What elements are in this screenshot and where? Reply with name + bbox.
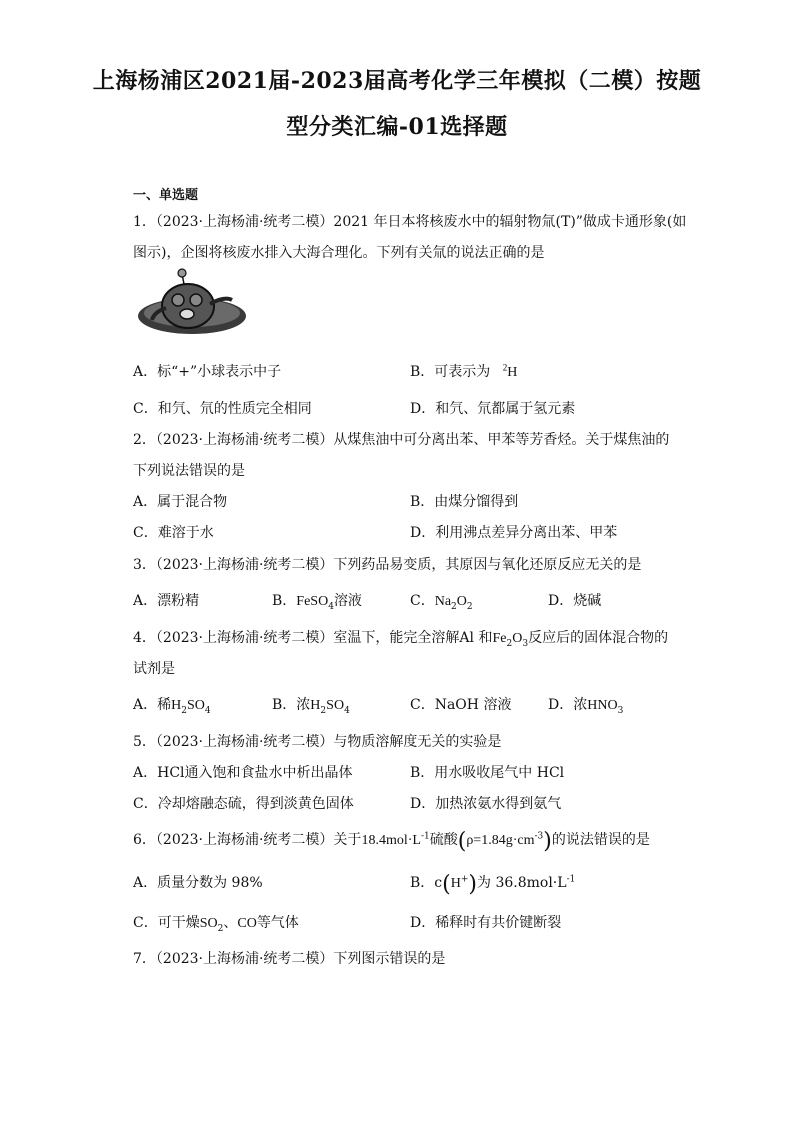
- q2-option-a: A．属于混合物: [133, 494, 228, 510]
- q2-option-c: C．难溶于水: [133, 525, 214, 541]
- q6-option-d: D．稀释时有共价键断裂: [410, 915, 562, 931]
- q1-stem-line2: 图示)，企图将核废水排入大海合理化。下列有关氚的说法正确的是: [133, 245, 545, 261]
- q4-option-b: B．浓$H_2SO_4$: [272, 697, 350, 716]
- document-title-line2: 型分类汇编-01选择题: [286, 114, 508, 140]
- q2-option-b: B．由煤分馏得到: [410, 494, 519, 510]
- q1-stem-line1: 1．（2023·上海杨浦·统考二模）2021 年日本将核废水中的辐射物氚(T)”做成卡通形象(如: [133, 214, 687, 230]
- q6-stem-line1: 6．（2023·上海杨浦·统考二模）关于$18.4mol\cdot L^{-1}$硫酸$(\rho=1.84g\cdot cm^{-3})$的说法错误的是: [133, 829, 650, 854]
- section-heading: 一、单选题: [133, 188, 199, 203]
- q4-stem-line2: 试剂是: [133, 661, 175, 677]
- q3-option-b: B．FeSO$_4$溶液: [272, 593, 362, 612]
- q2-stem-line2: 下列说法错误的是: [133, 463, 245, 479]
- q4-stem-line1: 4．（2023·上海杨浦·统考二模）室温下，能完全溶解Al 和$Fe_2O_3$反应后的固体混合物的: [133, 630, 669, 649]
- q6-option-c: C．可干燥$SO_2$、CO等气体: [133, 915, 299, 934]
- q1-option-c: C．和氕、氘的性质完全相同: [133, 401, 312, 417]
- q6-option-a: A．质量分数为 98%: [133, 875, 263, 891]
- q5-option-d: D．加热浓氨水得到氨气: [410, 796, 562, 812]
- q5-option-b: B．用水吸收尾气中 HCl: [410, 765, 565, 781]
- q5-option-c: C．冷却熔融态硫，得到淡黄色固体: [133, 796, 354, 812]
- q2-stem-line1: 2．（2023·上海杨浦·统考二模）从煤焦油中可分离出苯、甲苯等芳香烃。关于煤焦油的: [133, 432, 670, 448]
- q4-option-d: D．浓$HNO_3$: [548, 697, 624, 716]
- q5-stem-line1: 5．（2023·上海杨浦·统考二模）与物质溶解度无关的实验是: [133, 734, 502, 750]
- q3-stem-line1: 3．（2023·上海杨浦·统考二模）下列药品易变质，其原因与氧化还原反应无关的是: [133, 557, 642, 573]
- q5-option-a: A．HCl通入饱和食盐水中析出晶体: [133, 765, 353, 781]
- q1-option-a: A．标“+”小球表示中子: [133, 364, 282, 380]
- q7-stem-line1: 7．（2023·上海杨浦·统考二模）下列图示错误的是: [133, 951, 446, 967]
- q3-option-c: C．$Na_2O_2$: [410, 593, 473, 612]
- q2-option-d: D．利用沸点差异分离出苯、甲苯: [410, 525, 618, 541]
- tritium-cartoon-image: [136, 268, 248, 336]
- q1-option-d: D．和氕、氘都属于氢元素: [410, 401, 576, 417]
- document-title-line1: 上海杨浦区2021届-2023届高考化学三年模拟（二模）按题: [92, 68, 702, 94]
- q3-option-d: D．烧碱: [548, 593, 602, 609]
- q4-option-a: A．稀$H_2SO_4$: [133, 697, 211, 716]
- q4-option-c: C．NaOH 溶液: [410, 697, 512, 713]
- q1-option-b: B．可表示为 $^2$H: [410, 362, 518, 380]
- q3-option-a: A．漂粉精: [133, 593, 200, 609]
- q6-option-b: B．c(H+)为 $36.8mol\cdot L^{-1}$: [410, 872, 576, 897]
